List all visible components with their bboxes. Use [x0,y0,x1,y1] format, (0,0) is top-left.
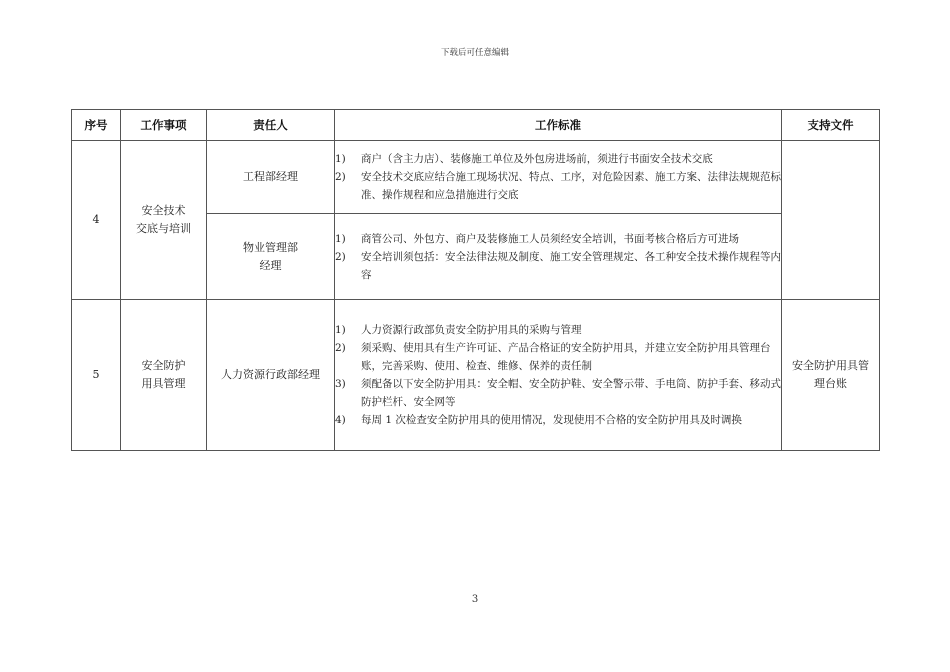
row-number-cell: 5 [72,300,121,451]
standard-list [335,321,781,429]
standard-number: 2) [335,342,346,354]
standard-text: 商户（含主力店）、装修施工单位及外包房进场前，须进行书面安全技术交底 [361,153,713,165]
header-item: 工作事项 [121,110,207,141]
standard-number: 2) [335,171,346,183]
header-standard: 工作标准 [335,110,782,141]
standard-number: 1) [335,324,346,336]
header-person: 责任人 [207,110,335,141]
responsible-person-text: 物业管理部 经理 [243,240,298,272]
standard-item [335,339,781,375]
standard-number: 1) [335,153,346,165]
work-standard-cell [335,141,782,214]
table-row [72,141,880,214]
standard-list [335,230,781,284]
standard-text: 须采购、使用具有生产许可证、产品合格证的安全防护用具，并建立安全防护用具管理台账，完善采购、使用、检查、维修、保养的责任制 [361,342,771,372]
standard-number: 1) [335,232,346,245]
standard-text: 每周 1 次检查安全防护用具的使用情况，发现使用不合格的安全防护用具及时调换 [361,414,742,426]
responsible-person-cell: 人力资源行政部经理 [207,300,335,451]
standard-text: 人力资源行政部负责安全防护用具的采购与管理 [361,324,582,336]
responsible-person-cell [207,214,335,300]
standard-item [335,321,781,339]
page-number: 3 [471,594,479,605]
work-item-line: 安全技术 交底与培训 [136,204,191,235]
standard-text: 安全技术交底应结合施工现场状况、特点、工序，对危险因素、施工方案、法律法规规范标准、操作规程和应急措施进行交底 [361,171,781,201]
standard-list [335,150,781,204]
standard-text: 安全培训须包括：安全法律法规及制度、施工安全管理规定、各工种安全技术操作规程等内容 [361,250,781,281]
header-note: 下载后可任意编辑 [440,48,509,58]
standard-item [335,411,781,429]
header-support: 支持文件 [782,110,880,141]
standard-number: 4) [335,414,346,426]
standard-number: 2) [335,250,346,263]
support-document-cell [782,141,880,300]
header-no: 序号 [72,110,121,141]
table-row [72,300,880,451]
support-document-text: 安全防护用具管 理台账 [792,359,869,390]
standard-item [335,375,781,411]
work-item-line: 安全防护 用具管理 [141,359,186,390]
work-standard-cell [335,214,782,300]
standard-number: 3) [335,378,346,390]
standard-item [335,248,781,284]
standard-text: 商管公司、外包方、商户及装修施工人员须经安全培训，书面考核合格后方可进场 [361,232,739,245]
work-standard-cell [335,300,782,451]
support-document-cell [782,300,880,451]
standard-item [335,150,781,168]
work-item-cell [121,141,207,300]
table-header-row [72,110,880,141]
work-item-cell [121,300,207,451]
standard-item [335,168,781,204]
safety-responsibility-table [71,109,880,451]
responsible-person-cell: 工程部经理 [207,141,335,214]
row-number-cell: 4 [72,141,121,300]
standard-item [335,230,781,248]
standard-text: 须配备以下安全防护用具：安全帽、安全防护鞋、安全警示带、手电筒、防护手套、移动式防护栏杆、安全网等 [361,378,781,408]
